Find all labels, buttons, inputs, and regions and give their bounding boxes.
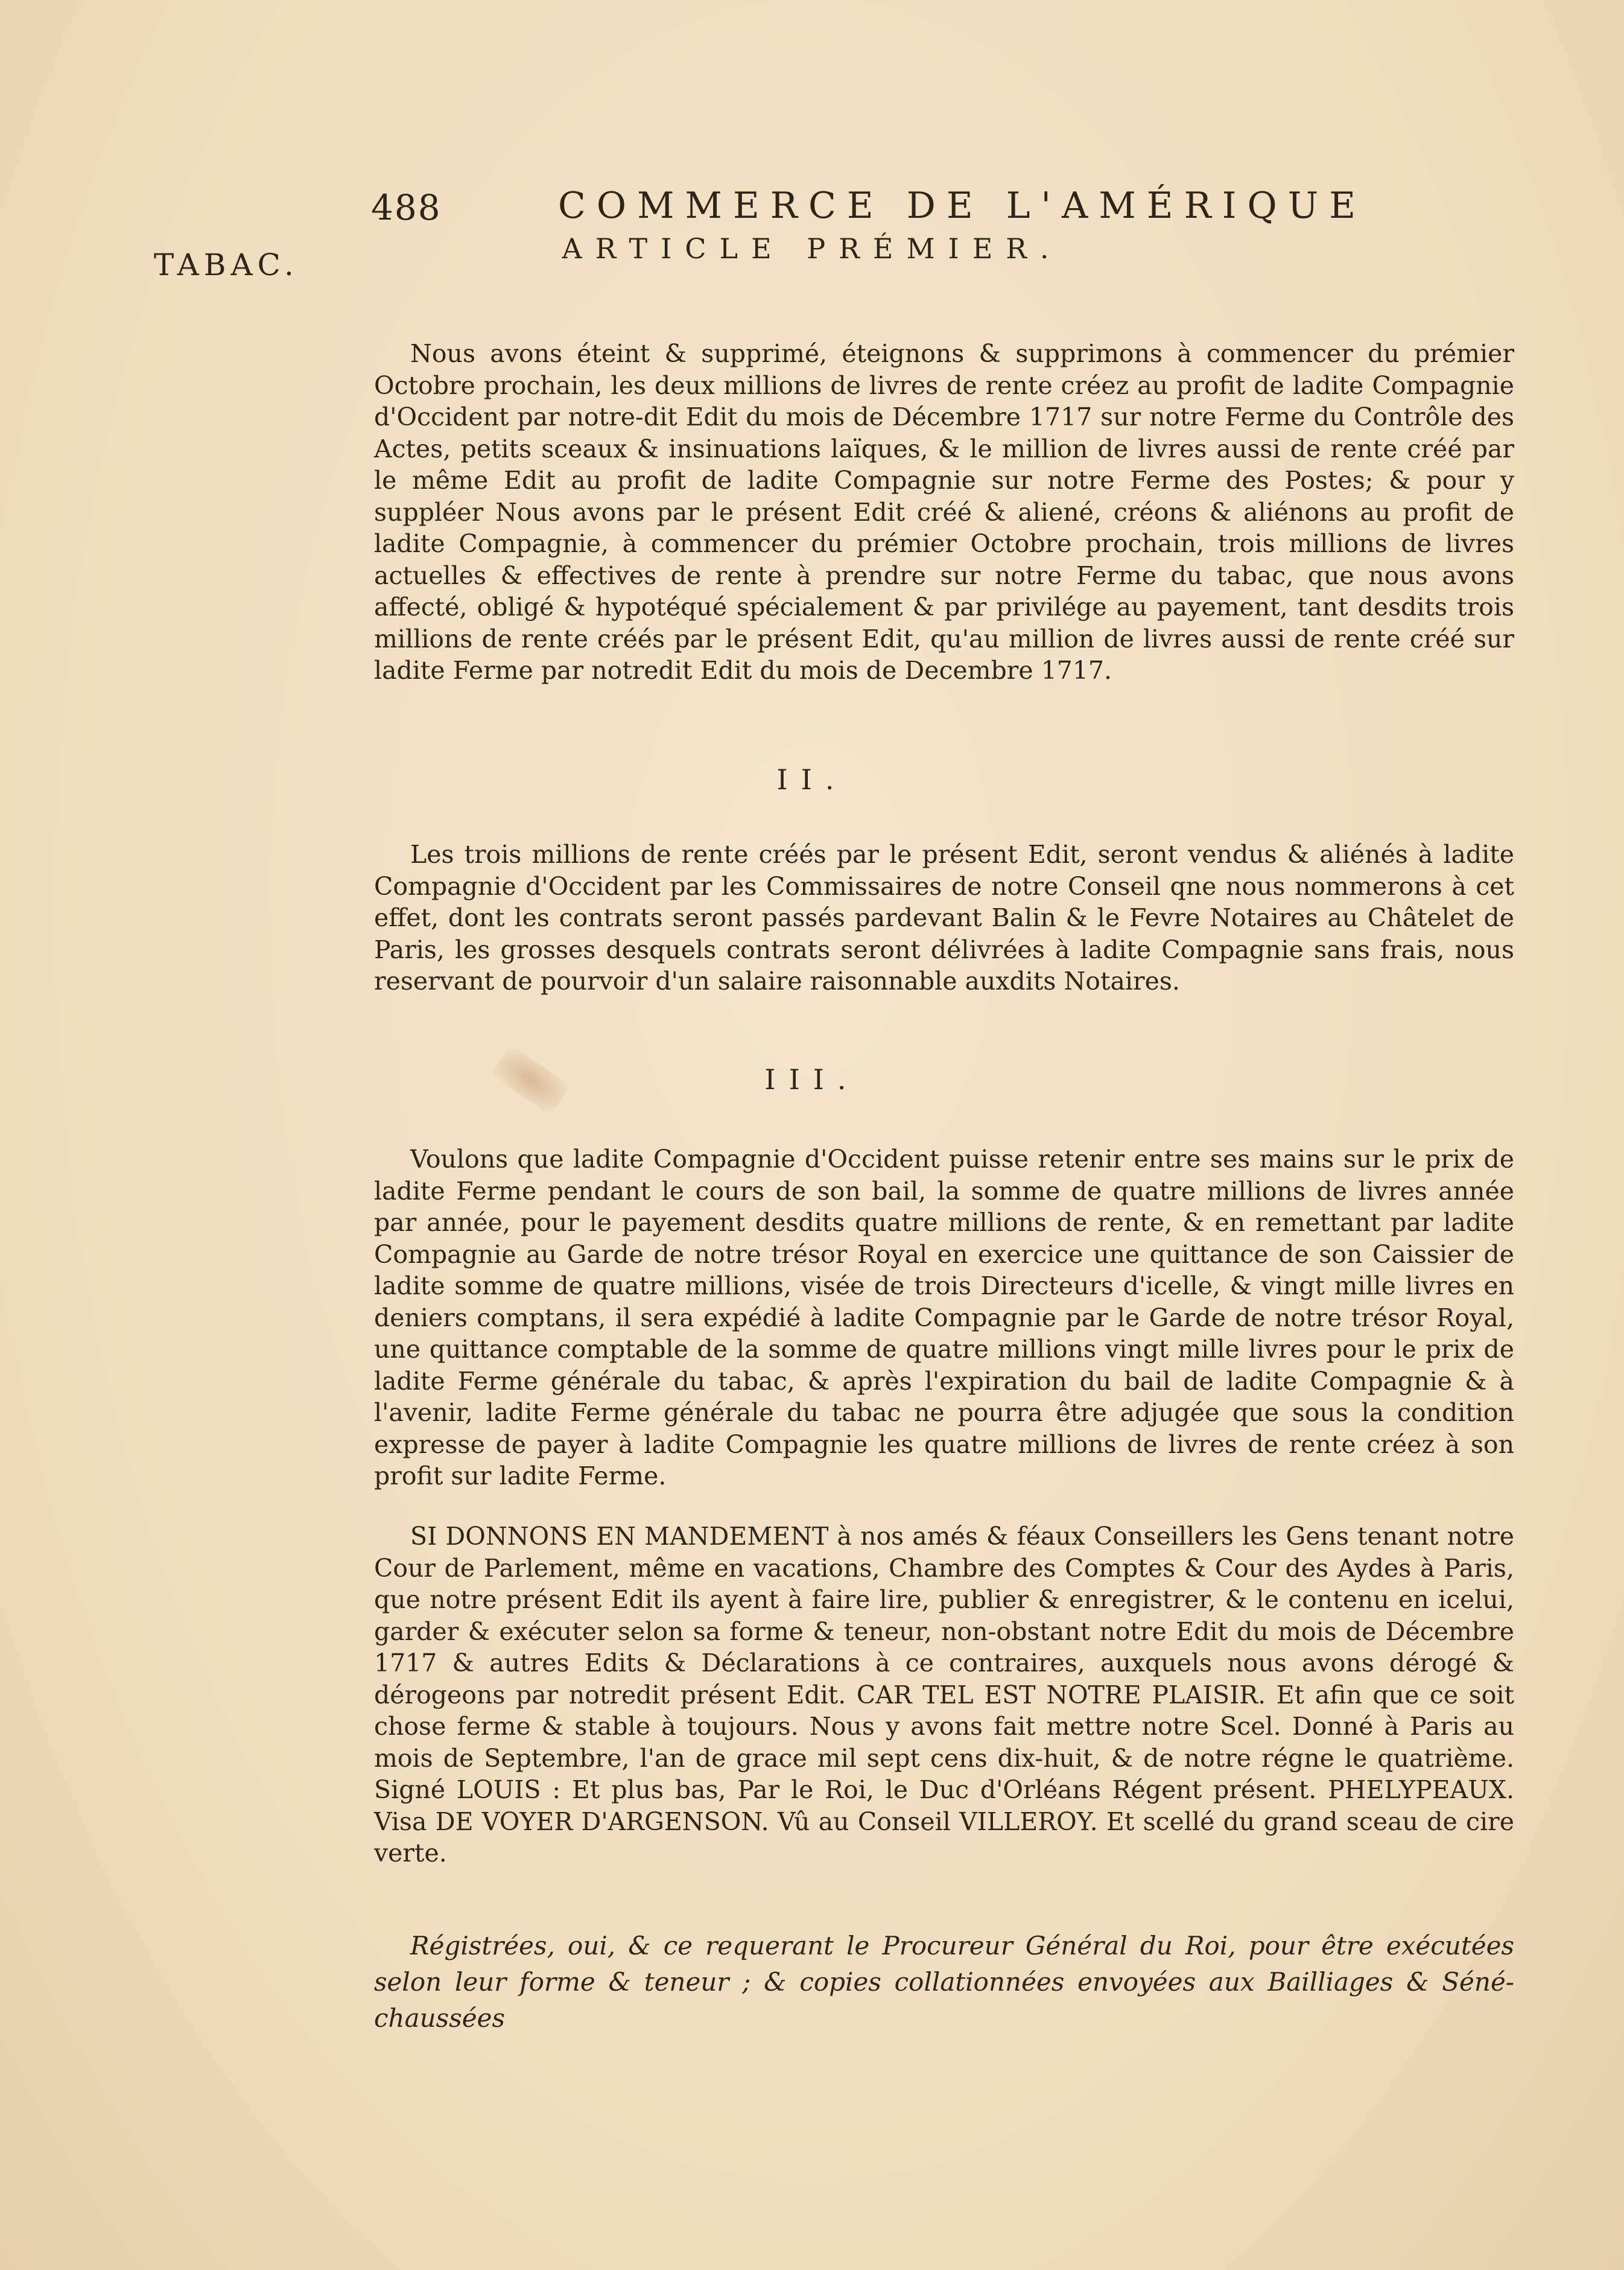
heading-article-ii: II. (776, 763, 848, 796)
paragraph-mandement: SI DONNONS EN MANDEMENT à nos amés & féaux Conseillers les Gens tenant notre Cour de Parlement, même en vacations, Chambre des Comptes & Cour des Aydes à Paris, que notre présent Edit ils ayent à faire lire, publier & enregistrer, & le contenu en icelui, garder & exécuter selon sa forme & teneur, non-obstant notre Edit du mois de Décembre 1717 & autres Edits & Déclarations à ce contraires, auxquels nous avons dérogé & dérogeons par notredit présent Edit. CAR TEL EST NOTRE PLAISIR. Et afin que ce soit chose ferme & stable à toujours. Nous y avons fait mettre notre Scel. Donné à Paris au mois de Septembre, l'an de grace mil sept cens dix-huit, & de notre régne le quatrième. Signé LOUIS : Et plus bas, Par le Roi, le Duc d'Orléans Régent présent. PHELYPEAUX. Visa DE VOYER D'ARGENSON. Vû au Conseil VILLEROY. Et scellé du grand sceau de cire verte. (374, 1522, 1514, 1868)
page-number: 488 (371, 187, 442, 228)
paragraph-article-ii: Les trois millions de rente créés par le présent Edit, seront vendus & aliénés à ladite Compagnie d'Occident par les Commissaires de notre Conseil qne nous nommerons à cet effet, dont les contrats seront passés pardevant Balin & le Fevre Notaires au Châtelet de Paris, les grosses desquels contrats seront délivrées à ladite Compagnie sans frais, nous reservant de pourvoir d'un salaire raisonnable auxdits Notaires. (374, 840, 1514, 996)
heading-article-premier: ARTICLE PRÉMIER. (562, 232, 1062, 265)
heading-article-iii: III. (764, 1063, 860, 1096)
running-title: COMMERCE DE L'AMÉRIQUE (558, 185, 1367, 227)
margin-note: TABAC. (154, 247, 299, 282)
paragraph-article-iii: Voulons que ladite Compagnie d'Occident puisse retenir entre ses mains sur le prix de ladite Ferme pendant le cours de son bail, la somme de quatre millions de livres année par année, pour le payement desdits quatre millions de rente, & en remettant par ladite Compagnie au Garde de notre trésor Royal en exercice une quittance de son Caissier de ladite somme de quatre millions, visée de trois Directeurs d'icelle, & vingt mille livres en deniers comptans, il sera expédié à ladite Compagnie par le Garde de notre trésor Royal, une quittance comptable de la somme de quatre millions vingt mille livres pour le prix de ladite Ferme générale du tabac, & après l'expiration du bail de ladite Compagnie & à l'avenir, ladite Ferme générale du tabac ne pourra être adjugée que sous la condition expresse de payer à ladite Compagnie les quatre millions de livres de rente créez à son profit sur ladite Ferme. (374, 1145, 1514, 1490)
registration-note: Régistrées, oui, & ce requerant le Procureur Général du Roi, pour être exécutées selon leur forme & teneur ; & copies collationnées envoyées aux Bailliages & Séné-chaussées (374, 1931, 1514, 2033)
paragraph-article-premier: Nous avons éteint & supprimé, éteignons & supprimons à commencer du prémier Octobre prochain, les deux millions de livres de rente créez au profit de ladite Compagnie d'Occident par notre-dit Edit du mois de Décembre 1717 sur notre Ferme du Contrôle des Actes, petits sceaux & insinuations laïques, & le million de livres aussi de rente créé par le même Edit au profit de ladite Compagnie sur notre Ferme des Postes; & pour y suppléer Nous avons par le présent Edit créé & aliené, créons & aliénons au profit de ladite Compagnie, à commencer du prémier Octobre prochain, trois millions de livres actuelles & effectives de rente à prendre sur notre Ferme du tabac, que nous avons affecté, obligé & hypotéqué spécialement & par privilége au payement, tant desdits trois millions de rente créés par le présent Edit, qu'au million de livres aussi de rente créé sur ladite Ferme par notredit Edit du mois de Decembre 1717. (374, 339, 1514, 685)
